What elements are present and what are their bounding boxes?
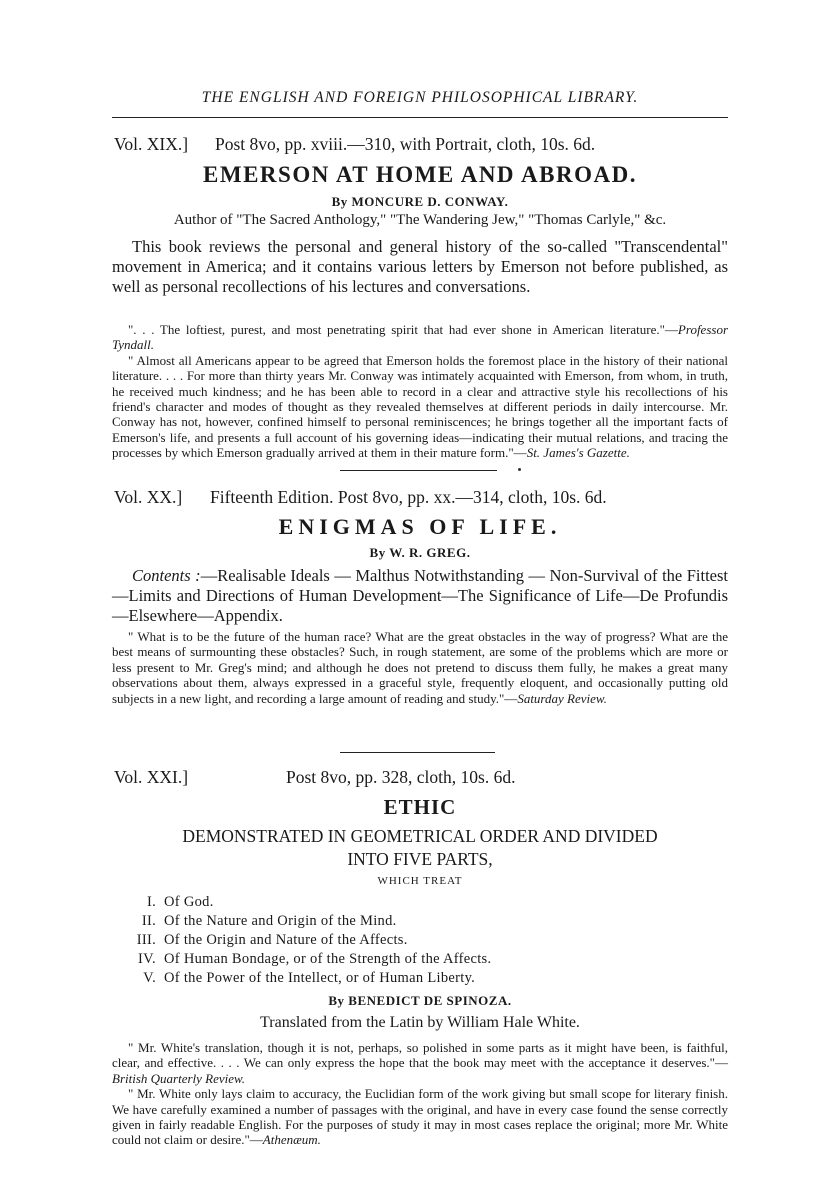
- vol-21-part-5: [126, 970, 475, 987]
- vol-20-quote: " What is to be the future of the human race? What are the great obstacles in the way of progress? What are the best means of surmounting these obstacles? Such, in rough statement, are some of the problems which are more or less present to Mr. Greg's mind; and although he does not pretend to discuss them fully, he makes a great many observations about them, always expressed in a graceful style, frequently eloquent, and occasionally putting old subjects in a new light, and recording a large amount of reading and study."—: [112, 629, 728, 706]
- vol-21-quote-1: " Mr. White's translation, though it is not, perhaps, so polished in some parts as it might have been, is faithful, clear, and effective. . . . We can only express the hope that the book may meet with the acceptance it deserves."—: [112, 1040, 728, 1071]
- vol-19-quote-1-source: Professor Tyndall.: [112, 322, 728, 353]
- vol-21-subtitle-2: INTO FIVE PARTS,: [347, 849, 493, 869]
- part-number: III.: [136, 932, 156, 948]
- vol-21-part-3: [126, 932, 408, 949]
- header-rule: [112, 117, 728, 118]
- part-text: Of the Origin and Nature of the Affects.: [164, 932, 408, 948]
- part-number: V.: [143, 970, 156, 986]
- vol-21-translated: Translated from the Latin by William Hale White.: [260, 1014, 580, 1031]
- part-text: Of the Nature and Origin of the Mind.: [164, 913, 397, 929]
- part-text: Of Human Bondage, or of the Strength of the Affects.: [164, 951, 492, 967]
- vol-19-quote-2-source: St. James's Gazette.: [526, 445, 630, 461]
- vol-21-part-2: [126, 913, 397, 930]
- part-number: I.: [146, 894, 156, 910]
- vol-21-quote-2: " Mr. White only lays claim to accuracy, the Euclidian form of the work giving but small scope for literary finish. We have carefully examined a number of passages with the original, and have in every case found the sense correctly given in fairly readable English. For the purposes of study it may in most cases replace the original; more Mr. White could not claim or desire."—: [112, 1086, 728, 1148]
- vol-21-part-4: [126, 951, 491, 968]
- vol-21-byline: By BENEDICT DE SPINOZA.: [328, 993, 512, 1008]
- vol-19-edition: Post 8vo, pp. xviii.—310, with Portrait, cloth, 10s. 6d.: [215, 134, 596, 154]
- vol-21-title: ETHIC: [383, 795, 457, 819]
- vol-19-description: [112, 237, 728, 297]
- vol-21-edition: Post 8vo, pp. 328, cloth, 10s. 6d.: [286, 767, 516, 787]
- vol-20-contents-label: Contents :: [132, 566, 201, 585]
- ornament-dot: [518, 468, 521, 471]
- running-header: THE ENGLISH AND FOREIGN PHILOSOPHICAL LIBRARY.: [201, 89, 639, 106]
- part-text: Of the Power of the Intellect, or of Human Liberty.: [164, 970, 476, 986]
- part-text: Of God.: [164, 894, 214, 910]
- vol-19-reviews: [112, 322, 728, 461]
- vol-20-label: Vol. XX.]: [114, 487, 183, 507]
- vol-21-reviews: [112, 1040, 728, 1148]
- vol-20-edition: Fifteenth Edition. Post 8vo, pp. xx.—314, cloth, 10s. 6d.: [210, 487, 607, 507]
- vol-20-byline: By W. R. GREG.: [369, 545, 471, 560]
- part-number: IV.: [138, 951, 156, 967]
- vol-21-which-treat: WHICH TREAT: [377, 875, 463, 887]
- part-number: II.: [141, 913, 156, 929]
- vol-19-quote-1: ". . . The loftiest, purest, and most penetrating spirit that had ever shone in American literature."—: [128, 322, 678, 337]
- vol-21-part-1: [126, 894, 214, 911]
- vol-19-byline: By MONCURE D. CONWAY.: [331, 194, 509, 209]
- vol-21-quote-2-source: Athenæum.: [262, 1132, 321, 1148]
- vol-21-label: Vol. XXI.]: [114, 767, 189, 787]
- vol-20-quote-source: Saturday Review.: [517, 690, 607, 706]
- section-rule-1: [340, 470, 497, 471]
- vol-20-contents: [112, 566, 728, 626]
- vol-19-author-works: Author of "The Sacred Anthology," "The Wandering Jew," "Thomas Carlyle," &c.: [173, 212, 667, 228]
- vol-19-quote-2: " Almost all Americans appear to be agreed that Emerson holds the foremost place in the history of their national literature. . . . For more than thirty years Mr. Conway was intimately acquainted with Emerson, from whom, in truth, he received much kindness; and he has been able to record in a clear and attractive style his recollections of his friend's character and modes of thought as they revealed themselves at different periods in daily intercourse. Mr. Conway has not, however, confined himself to personal reminiscences; he brings together all the important facts of Emerson's life, and presents a full account of his governing ideas—indicating their mutual relations, and tracing the processes by which Emerson gradually arrived at them in their mature form."—: [112, 352, 728, 461]
- vol-19-label: Vol. XIX.]: [114, 134, 189, 154]
- section-rule-2: [340, 752, 495, 753]
- vol-21-quote-1-source: British Quarterly Review.: [112, 1070, 245, 1086]
- vol-19-title: EMERSON AT HOME AND ABROAD.: [203, 162, 637, 187]
- vol-21-subtitle-1: DEMONSTRATED IN GEOMETRICAL ORDER AND DIVIDED: [182, 826, 658, 846]
- vol-20-title: ENIGMAS OF LIFE.: [278, 514, 562, 539]
- vol-19-description-text: This book reviews the personal and general history of the so-called "Transcendental" movement in America; and it contains various letters by Emerson not before published, as well as personal recollections of his lectures and conversations.: [112, 237, 728, 296]
- vol-20-contents-text: —Realisable Ideals — Malthus Notwithstanding — Non-Survival of the Fittest—Limits and Directions of Human Development—The Significance of Life—De Profundis—Elsewhere—Appendix.: [112, 566, 728, 625]
- vol-20-reviews: [112, 629, 728, 706]
